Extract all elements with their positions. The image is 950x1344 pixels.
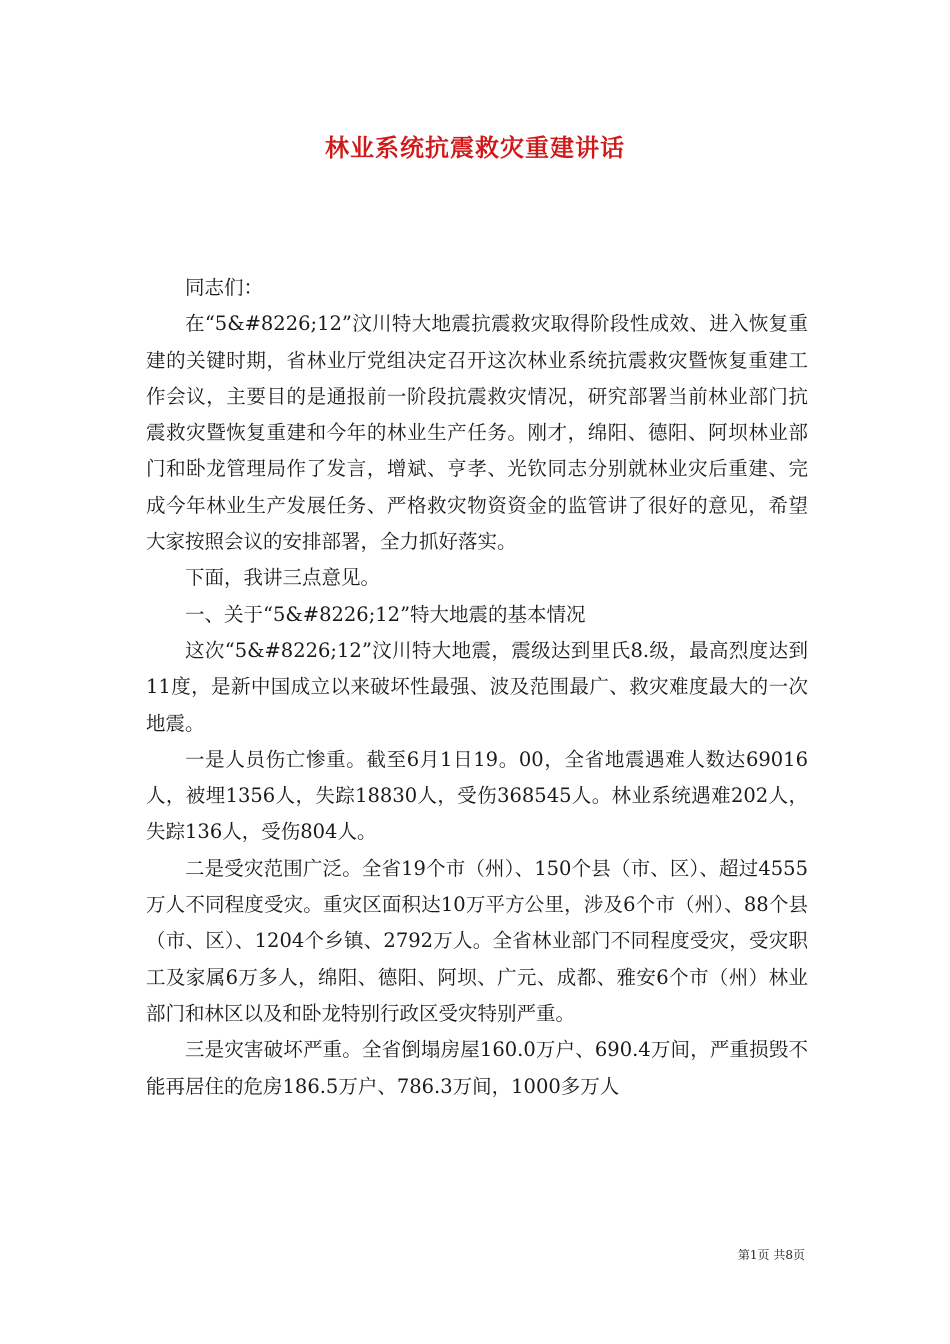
paragraph-damage: 三是灾害破坏严重。全省倒塌房屋160.0万户、690.4万间，严重损毁不能再居住的危房186.5万户、786.3万间，1000多万人 [146,1038,808,1098]
section-heading-1: 一、关于“5&#8226;12”特大地震的基本情况 [185,602,586,626]
paragraph-salutation: 同志们： [185,276,264,299]
paragraph-three-points: 下面，我讲三点意见。 [185,566,381,590]
paragraph-affected-area: 二是受灾范围广泛。全省19个市（州）、150个县（市、区）、超过4555万人不同程度受灾。重灾区面积达10万平方公里，涉及6个市（州）、88个县（市、区）、1204个乡镇、2792万人。全省林业部门不同程度受灾，受灾职工及家属6万多人，绵阳、德阳、阿坝、广元、成都、雅安6个市（州）林业部门和林区以及和卧龙特别行政区受灾特别严重。 [146,856,808,1025]
paragraph-intro: 在“5&#8226;12”汶川特大地震抗震救灾取得阶段性成效、进入恢复重建的关键时期，省林业厅党组决定召开这次林业系统抗震救灾暨恢复重建工作会议，主要目的是通报前一阶段抗震救灾情况，研究部署当前林业部门抗震救灾暨恢复重建和今年的林业生产任务。刚才，绵阳、德阳、阿坝林业部门和卧龙管理局作了发言，增斌、亨孝、光钦同志分别就林业灾后重建、完成今年林业生产发展任务、严格救灾物资资金的监管讲了很好的意见，希望大家按照会议的安排部署，全力抓好落实。 [146,312,808,554]
page-number-footer: 第1页 共8页 [737,1248,805,1262]
document-body [146,270,808,1105]
paragraph-earthquake-overview: 这次“5&#8226;12”汶川特大地震，震级达到里氏8.级，最高烈度达到11度，是新中国成立以来破坏性最强、波及范围最广、救灾难度最大的一次地震。 [146,638,808,735]
document-title: 林业系统抗震救灾重建讲话 [325,133,625,162]
paragraph-casualties: 一是人员伤亡惨重。截至6月1日19。00，全省地震遇难人数达69016人，被埋1356人，失踪18830人，受伤368545人。林业系统遇难202人，失踪136人，受伤804人。 [146,747,808,844]
